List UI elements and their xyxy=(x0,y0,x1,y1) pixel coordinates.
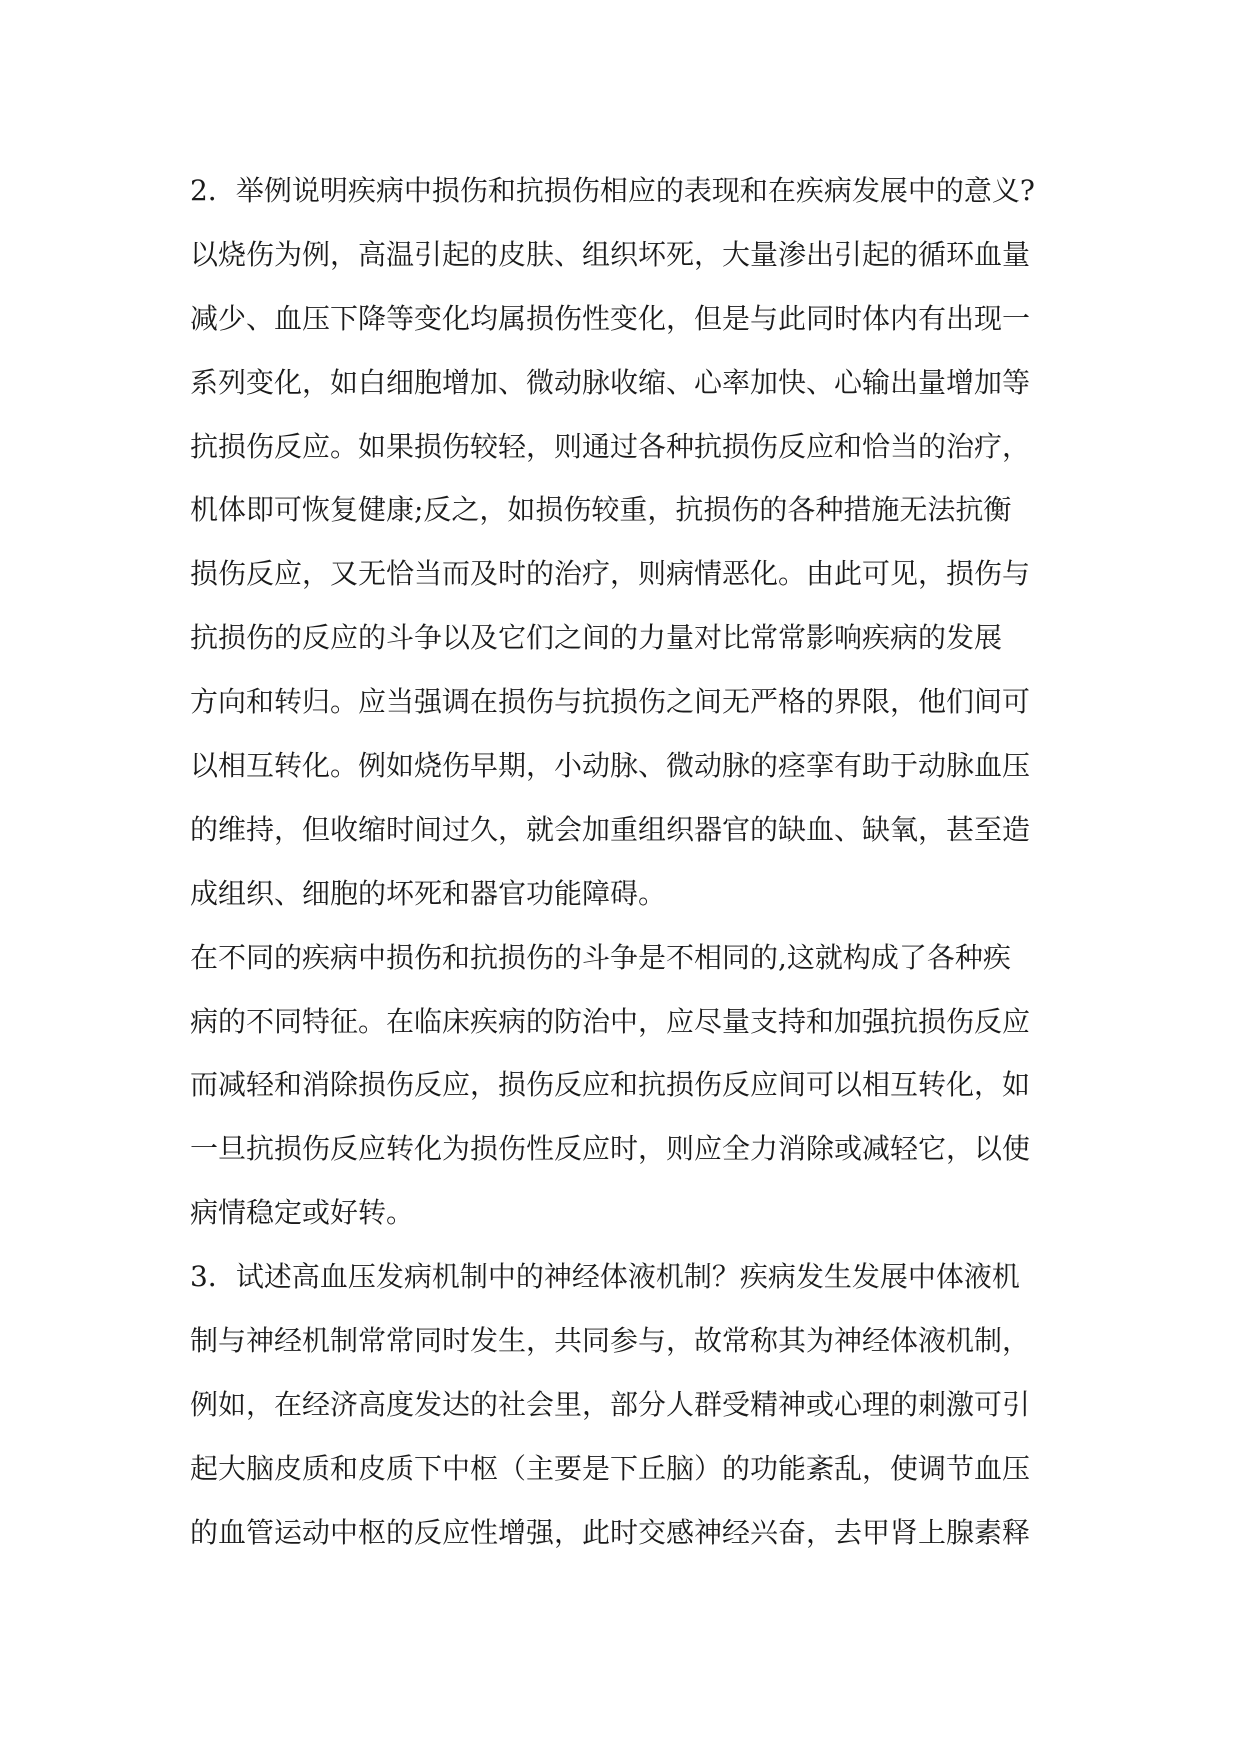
text-line: 减少、血压下降等变化均属损伤性变化，但是与此同时体内有出现一 xyxy=(190,301,1031,335)
text-line: 抗损伤反应。如果损伤较轻，则通过各种抗损伤反应和恰当的治疗， xyxy=(190,429,1031,463)
text-line: 方向和转归。应当强调在损伤与抗损伤之间无严格的界限，他们间可 xyxy=(190,685,1031,719)
text-line: 成组织、细胞的坏死和器官功能障碍。 xyxy=(190,876,667,910)
text-line: 制与神经机制常常同时发生，共同参与，故常称其为神经体液机制， xyxy=(190,1324,1031,1358)
text-line: 一旦抗损伤反应转化为损伤性反应时，则应全力消除或减轻它，以使 xyxy=(190,1132,1031,1166)
text-line: 损伤反应，又无恰当而及时的治疗，则病情恶化。由此可见，损伤与 xyxy=(190,557,1031,591)
text-line: 机体即可恢复健康;反之，如损伤较重，抗损伤的各种措施无法抗衡 xyxy=(190,493,1012,527)
question-3-heading: 3．试述高血压发病机制中的神经体液机制？疾病发生发展中体液机 xyxy=(190,1260,1020,1294)
text-line: 例如，在经济高度发达的社会里，部分人群受精神或心理的刺激可引 xyxy=(190,1387,1031,1421)
text-line: 而减轻和消除损伤反应，损伤反应和抗损伤反应间可以相互转化，如 xyxy=(190,1068,1031,1102)
text-line: 的维持，但收缩时间过久，就会加重组织器官的缺血、缺氧，甚至造 xyxy=(190,812,1031,846)
text-line: 抗损伤的反应的斗争以及它们之间的力量对比常常影响疾病的发展 xyxy=(190,621,1003,655)
text-line: 以烧伤为例，高温引起的皮肤、组织坏死，大量渗出引起的循环血量 xyxy=(190,237,1031,271)
text-line: 系列变化，如白细胞增加、微动脉收缩、心率加快、心输出量增加等 xyxy=(190,365,1031,399)
body-text xyxy=(190,159,1060,1565)
text-line: 在不同的疾病中损伤和抗损伤的斗争是不相同的,这就构成了各种疾 xyxy=(190,940,1011,974)
text-line: 起大脑皮质和皮质下中枢（主要是下丘脑）的功能紊乱，使调节血压 xyxy=(190,1451,1031,1485)
text-line: 病的不同特征。在临床疾病的防治中，应尽量支持和加强抗损伤反应 xyxy=(190,1004,1031,1038)
question-2-heading: 2．举例说明疾病中损伤和抗损伤相应的表现和在疾病发展中的意义? xyxy=(190,174,1035,207)
text-line: 以相互转化。例如烧伤早期，小动脉、微动脉的痉挛有助于动脉血压 xyxy=(190,749,1031,783)
text-line: 病情稳定或好转。 xyxy=(190,1196,415,1230)
text-line: 的血管运动中枢的反应性增强，此时交感神经兴奋，去甲肾上腺素释 xyxy=(190,1515,1031,1549)
